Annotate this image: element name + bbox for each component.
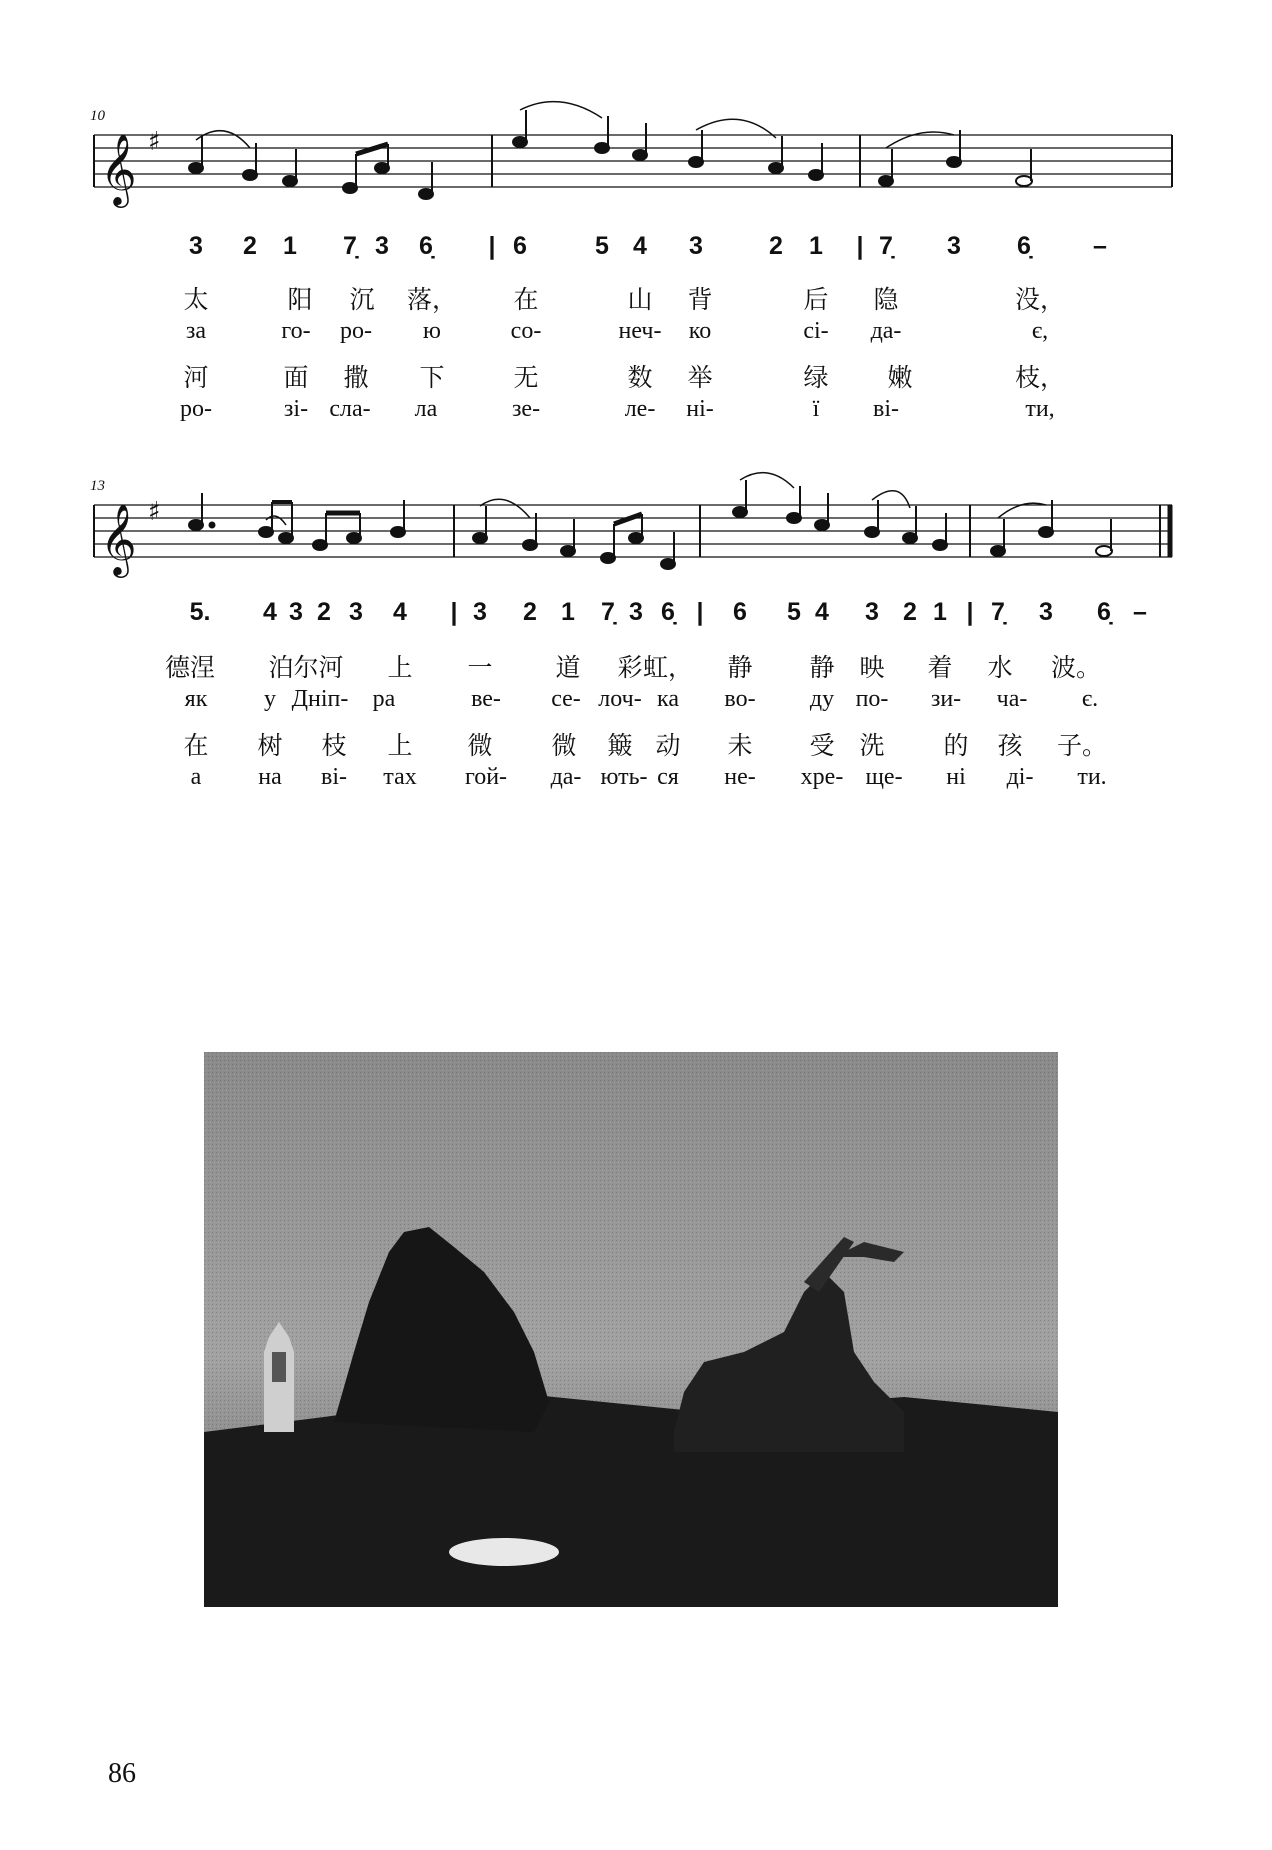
sharp-icon: ♯ (148, 497, 161, 527)
treble-clef-icon: 𝄞 (100, 132, 137, 205)
lyrics-1-line-4: ро- зі- сла- ла зе- ле- ні- ї ві- ти, (180, 396, 1055, 422)
lyrics-2-line-1: 德涅 泊尔河 上 一 道 彩 虹， 静 静 映 着 水 波。 (164, 653, 1102, 682)
staff-2 (0, 370, 1272, 600)
lyrics-1-line-3: 河 面 撒 下 无 数 举 绿 嫩 枝， (183, 363, 1066, 392)
lyrics-2-line-3: 在 树 枝 上 微 微 簸 动 未 受 洗 的 孩 子。 (183, 731, 1108, 760)
lyrics-1-line-2: за го- ро- ю со- неч- ко сі- да- є, (185, 318, 1049, 344)
lyrics-1-line-1: 太 阳 沉 落， 在 山 背 后 隐 没， (183, 285, 1066, 314)
lyrics-2-line-2: як у Дніп- ра ве- се- лоч- ка во- ду по- зи- ча- є. (184, 686, 1099, 712)
monument-at-dusk-photo-icon (204, 1052, 1058, 1607)
jianpu-row-2: 5. 4 3 2 3 4 | 3 2 1 7̣ 3 6̣ | 6 5 4 3 2 1 | 7̣ 3 6̣ – (189, 598, 1147, 626)
page-number: 86 (108, 1758, 136, 1789)
sharp-icon: ♯ (148, 127, 161, 157)
jianpu-row-1: 3 2 1 7̣ 3 6̣ | 6 5 4 3 2 1 | 7̣ 3 6̣ – (189, 232, 1107, 260)
lyrics-2-line-4: а на ві- тах гой- да- ють- ся не- хре- ще- ні ді- ти. (190, 764, 1107, 790)
measure-number-13: 13 (90, 478, 105, 494)
staff-1 (0, 0, 1272, 230)
measure-number-10: 10 (90, 108, 105, 124)
treble-clef-icon: 𝄞 (100, 502, 137, 575)
